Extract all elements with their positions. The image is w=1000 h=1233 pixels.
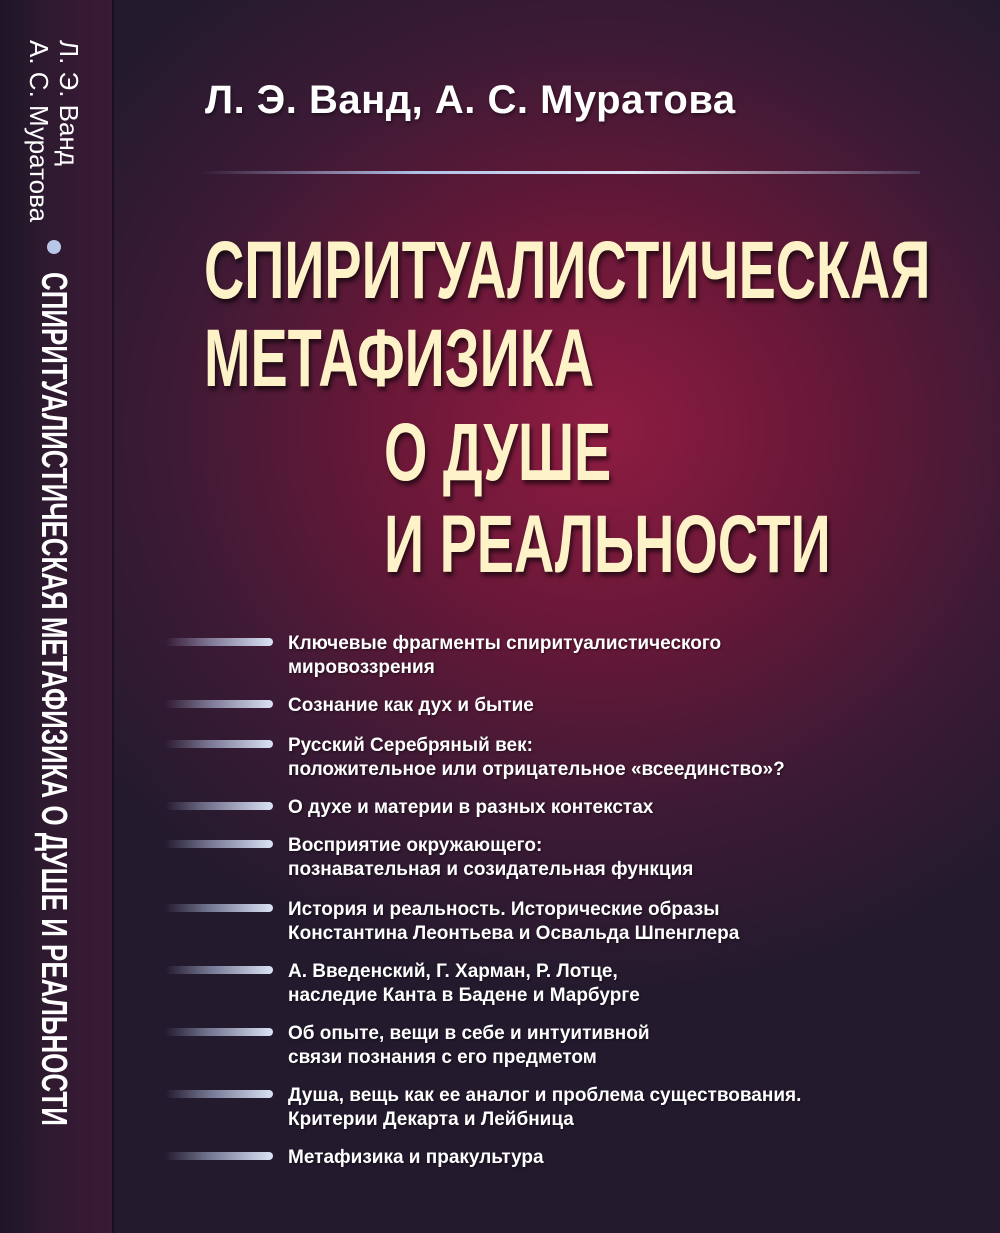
topic-text: [288, 632, 721, 680]
bullet-bar-icon: [165, 840, 273, 848]
spine-author-1: Л. Э. Ванд: [54, 40, 84, 166]
spine-authors: [24, 40, 84, 222]
divider-line: [200, 171, 920, 174]
topic-line: О духе и материи в разных контекстах: [288, 797, 654, 818]
topic-line: Об опыте, вещи в себе и интуитивной: [288, 1023, 650, 1044]
bullet-bar-icon: [165, 1152, 273, 1160]
topic-line: мировоззрения: [288, 657, 435, 678]
bullet-bar-icon: [165, 904, 273, 912]
topic-line: Душа, вещь как ее аналог и проблема существования.: [288, 1085, 802, 1106]
book-spine: [0, 0, 112, 1233]
topic-text: [288, 694, 534, 718]
topic-line: Сознание как дух и бытие: [288, 695, 534, 716]
bullet-bar-icon: [165, 966, 273, 974]
bullet-bar-icon: [165, 802, 273, 810]
topic-text: [288, 796, 653, 820]
title-line-1: СПИРИТУАЛИСТИЧЕСКАЯ: [204, 225, 931, 316]
bullet-bar-icon: [165, 638, 273, 646]
topic-text: [288, 834, 693, 882]
topic-item: [165, 796, 653, 820]
topic-line: наследие Канта в Бадене и Марбурге: [288, 985, 640, 1006]
title-line-4: И РЕАЛЬНОСТИ: [384, 499, 831, 590]
topic-line: Ключевые фрагменты спиритуалистического: [288, 633, 722, 654]
topic-text: [288, 1022, 650, 1070]
topic-line: Константина Леонтьева и Освальда Шпенглера: [288, 923, 740, 944]
topic-line: А. Введенский, Г. Харман, Р. Лотце,: [288, 961, 618, 982]
spine-content: [4, 40, 104, 1233]
topic-text: [288, 1084, 801, 1132]
bullet-bar-icon: [165, 1090, 273, 1098]
title-line-2: МЕТАФИЗИКА: [204, 313, 595, 404]
spine-title: СПИРИТУАЛИСТИЧЕСКАЯ МЕТАФИЗИКА О ДУШЕ И РЕАЛЬНОСТИ: [34, 272, 75, 1126]
title-line-3: О ДУШЕ: [384, 407, 612, 498]
topic-item: [165, 1146, 544, 1170]
topic-line: Русский Серебряный век:: [288, 735, 533, 756]
topic-line: положительное или отрицательное «всеединство»?: [288, 759, 785, 780]
topic-line: Метафизика и пракультура: [288, 1147, 544, 1168]
topic-item: [165, 898, 739, 946]
topic-item: [165, 960, 640, 1008]
bullet-bar-icon: [165, 700, 273, 708]
spine-author-2: А. С. Муратова: [24, 40, 54, 223]
bullet-bar-icon: [165, 740, 273, 748]
topic-line: связи познания с его предметом: [288, 1047, 597, 1068]
topic-item: [165, 834, 693, 882]
topic-item: [165, 1084, 801, 1132]
topic-line: Восприятие окружающего:: [288, 835, 543, 856]
topic-text: [288, 734, 785, 782]
topic-text: [288, 898, 739, 946]
topic-line: Критерии Декарта и Лейбница: [288, 1109, 574, 1130]
cover-authors: Л. Э. Ванд, А. С. Муратова: [205, 78, 736, 122]
bullet-bar-icon: [165, 1028, 273, 1036]
topic-item: [165, 632, 721, 680]
topic-text: [288, 1146, 544, 1170]
topic-line: познавательная и созидательная функция: [288, 859, 694, 880]
topic-line: История и реальность. Исторические образы: [288, 899, 720, 920]
spine-dot-icon: [47, 240, 61, 254]
topic-item: [165, 734, 785, 782]
topic-item: [165, 694, 534, 718]
topic-item: [165, 1022, 650, 1070]
spine-edge: [112, 0, 114, 1233]
topic-text: [288, 960, 640, 1008]
